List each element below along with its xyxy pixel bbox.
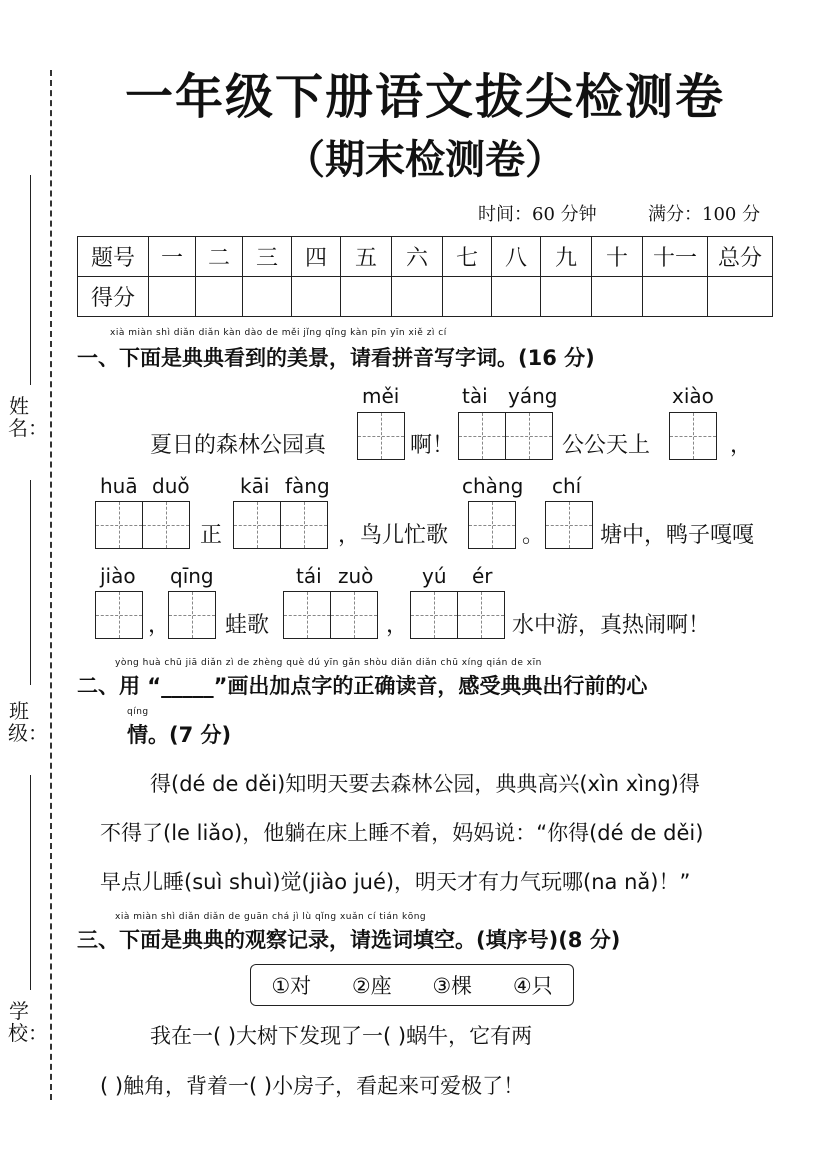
q1-heading-pinyin: xià miàn shì diǎn diǎn kàn dào de měi jǐng qǐng kàn pīn yīn xiě zì cí <box>110 328 447 338</box>
q1-text: ， <box>386 613 409 638</box>
writing-grid-qing[interactable] <box>168 591 216 639</box>
time-limit: 时间：60 分钟 <box>478 204 597 225</box>
q2-heading-pinyin: qíng <box>127 707 149 717</box>
pinyin-duo: duǒ <box>152 474 190 498</box>
writing-grid-mei[interactable] <box>357 412 405 460</box>
q1-text: 啊！ <box>410 433 455 458</box>
table-header-cell: 一 <box>149 237 196 277</box>
score-cell[interactable] <box>243 277 292 317</box>
q1-text: 蛙歌 <box>225 613 270 638</box>
pinyin-chang: chàng <box>462 474 524 498</box>
pinyin-er: ér <box>472 564 493 588</box>
writing-grid-taiyang[interactable] <box>458 412 553 460</box>
q1-text: 。 <box>522 523 545 548</box>
score-cell[interactable] <box>492 277 541 317</box>
q2-passage-line[interactable]: 得(dé de děi)知明天要去森林公园，典典高兴(xìn xìng)得 <box>150 772 700 796</box>
table-header-cell: 十 <box>592 237 643 277</box>
q2-heading: 情。(7 分) <box>127 723 232 747</box>
table-header-cell: 八 <box>492 237 541 277</box>
pinyin-tai2: tái <box>296 564 322 588</box>
q1-text: ， <box>730 433 753 458</box>
pinyin-jiao: jiào <box>100 564 136 588</box>
q3-passage-line[interactable]: ( )触角，背着一( )小房子，看起来可爱极了！ <box>100 1074 525 1098</box>
pinyin-kai: kāi <box>240 474 270 498</box>
writing-grid-chi[interactable] <box>545 501 593 549</box>
table-header-cell: 九 <box>541 237 592 277</box>
q2-heading-pinyin: yòng huà chū jiā diǎn zì de zhèng què dú yīn gǎn shòu diǎn diǎn chū xíng qián de xīn <box>115 658 542 668</box>
score-cell[interactable] <box>149 277 196 317</box>
table-header-cell: 六 <box>392 237 443 277</box>
page-title: 一年级下册语文拔尖检测卷 <box>124 69 725 125</box>
class-label: 班级： <box>8 699 48 745</box>
q2-passage-line[interactable]: 早点儿睡(suì shuì)觉(jiào jué)，明天才有力气玩哪(na nǎ)！” <box>100 870 691 894</box>
table-header-cell: 总分 <box>708 237 773 277</box>
score-cell[interactable] <box>541 277 592 317</box>
name-label: 姓名： <box>8 394 48 440</box>
pinyin-hua: huā <box>100 474 138 498</box>
q1-text: 塘中，鸭子嘎嘎 <box>600 523 755 548</box>
pinyin-xiao: xiào <box>672 384 714 408</box>
table-header-cell: 五 <box>341 237 392 277</box>
table-header-cell: 题号 <box>78 237 149 277</box>
score-cell[interactable] <box>643 277 708 317</box>
q1-text: 夏日的森林公园真 <box>150 433 327 458</box>
pinyin-qing: qīng <box>170 564 214 588</box>
table-header-cell: 四 <box>292 237 341 277</box>
score-table-header-row <box>78 237 773 277</box>
option-item: ①对 <box>271 974 312 998</box>
q2-heading: 二、用 “_____”画出加点字的正确读音，感受典典出行前的心 <box>77 674 648 698</box>
option-item: ③棵 <box>432 974 473 998</box>
table-header-cell: 三 <box>243 237 292 277</box>
binding-dashed-line <box>50 70 52 1100</box>
q1-heading: 一、下面是典典看到的美景，请看拼音写字词。(16 分) <box>77 346 595 370</box>
table-header-cell: 七 <box>443 237 492 277</box>
pinyin-fang: fàng <box>285 474 330 498</box>
q3-heading-pinyin: xià miàn shì diǎn diǎn de guān chá jì lù qǐng xuǎn cí tián kōng <box>115 912 427 922</box>
q1-text: 公公天上 <box>562 433 651 458</box>
q3-heading: 三、下面是典典的观察记录，请选词填空。(填序号)(8 分) <box>77 928 621 952</box>
q3-passage-line[interactable]: 我在一( )大树下发现了一( )蜗牛，它有两 <box>150 1024 533 1048</box>
score-cell[interactable] <box>392 277 443 317</box>
pinyin-mei: měi <box>362 384 400 408</box>
score-cell[interactable] <box>292 277 341 317</box>
q1-text: ，鸟儿忙歌 <box>338 523 449 548</box>
pinyin-zuo: zuò <box>338 564 374 588</box>
class-blank-line[interactable] <box>30 480 31 685</box>
page-subtitle: （期末检测卷） <box>285 137 565 183</box>
score-cell[interactable] <box>341 277 392 317</box>
q1-text: 水中游，真热闹啊！ <box>512 613 711 638</box>
word-options-box <box>250 964 574 1006</box>
table-row-label: 得分 <box>78 277 149 317</box>
writing-grid-taizuo[interactable] <box>283 591 378 639</box>
pinyin-chi: chí <box>552 474 582 498</box>
writing-grid-chang[interactable] <box>468 501 516 549</box>
option-item: ④只 <box>512 974 553 998</box>
writing-grid-kaifang[interactable] <box>233 501 328 549</box>
pinyin-yu: yú <box>422 564 447 588</box>
score-cell[interactable] <box>196 277 243 317</box>
score-table <box>77 236 773 317</box>
option-item: ②座 <box>351 974 392 998</box>
score-cell[interactable] <box>592 277 643 317</box>
school-blank-line[interactable] <box>30 775 31 990</box>
writing-grid-jiao[interactable] <box>95 591 143 639</box>
q2-passage-line[interactable]: 不得了(le liǎo)，他躺在床上睡不着，妈妈说：“你得(dé de děi) <box>100 821 704 845</box>
score-cell[interactable] <box>708 277 773 317</box>
name-blank-line[interactable] <box>30 175 31 385</box>
score-table-score-row <box>78 277 773 317</box>
score-cell[interactable] <box>443 277 492 317</box>
writing-grid-yuer[interactable] <box>410 591 505 639</box>
q1-text: ， <box>148 613 171 638</box>
table-header-cell: 二 <box>196 237 243 277</box>
writing-grid-xiao[interactable] <box>669 412 717 460</box>
pinyin-yang: yáng <box>508 384 558 408</box>
school-label: 学校： <box>8 999 48 1045</box>
full-score: 满分：100 分 <box>648 204 761 225</box>
q1-text: 正 <box>200 523 223 548</box>
table-header-cell: 十一 <box>643 237 708 277</box>
pinyin-tai: tài <box>462 384 488 408</box>
writing-grid-huaduo[interactable] <box>95 501 190 549</box>
